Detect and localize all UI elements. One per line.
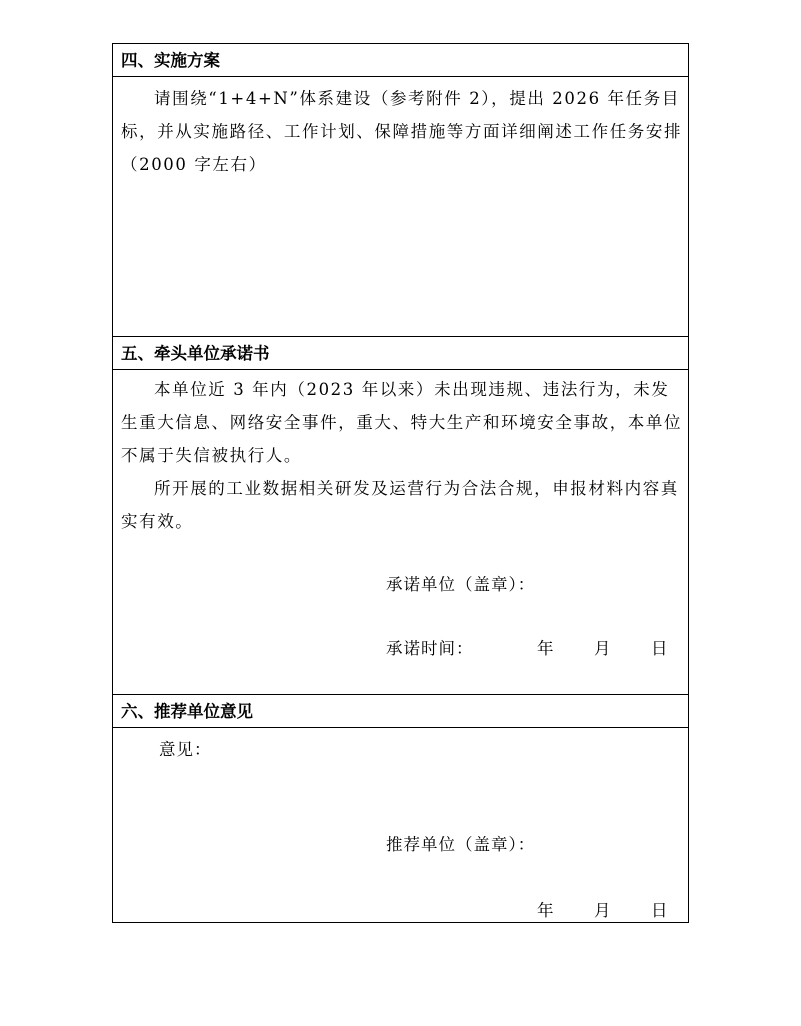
recommend-year-label: 年: [537, 901, 554, 920]
section-4-instructions: 请围绕“1+4+N”体系建设（参考附件 2），提出 2026 年任务目标，并从实施路径、工作计划、保障措施等方面详细阐述工作任务安排（2000 字左右）: [121, 89, 683, 174]
section-6-header: 六、推荐单位意见: [113, 695, 688, 728]
recommend-month-label: 月: [594, 901, 611, 920]
commitment-month-label: 月: [594, 639, 611, 658]
commitment-paragraph-2: 所开展的工业数据相关研发及运营行为合法合规，申报材料内容真实有效。: [121, 479, 679, 531]
commitment-signer-label: 承诺单位（盖章）：: [386, 575, 536, 594]
commitment-paragraph-1: 本单位近 3 年内（2023 年以来）未出现违规、违法行为，未发生重大信息、网络安全事件，重大、特大生产和环境安全事故，本单位不属于失信被执行人。: [121, 380, 683, 465]
recommend-signer-label: 推荐单位（盖章）：: [386, 835, 536, 854]
recommend-opinion-label: 意见：: [159, 740, 212, 759]
application-form-table: [112, 43, 689, 923]
commitment-day-label: 日: [651, 639, 668, 658]
commitment-time-label: 承诺时间：: [386, 639, 474, 658]
recommend-day-label: 日: [651, 901, 668, 920]
section-5-header: 五、牵头单位承诺书: [113, 337, 688, 370]
commitment-year-label: 年: [537, 639, 554, 658]
section-4-header: 四、实施方案: [113, 44, 688, 77]
